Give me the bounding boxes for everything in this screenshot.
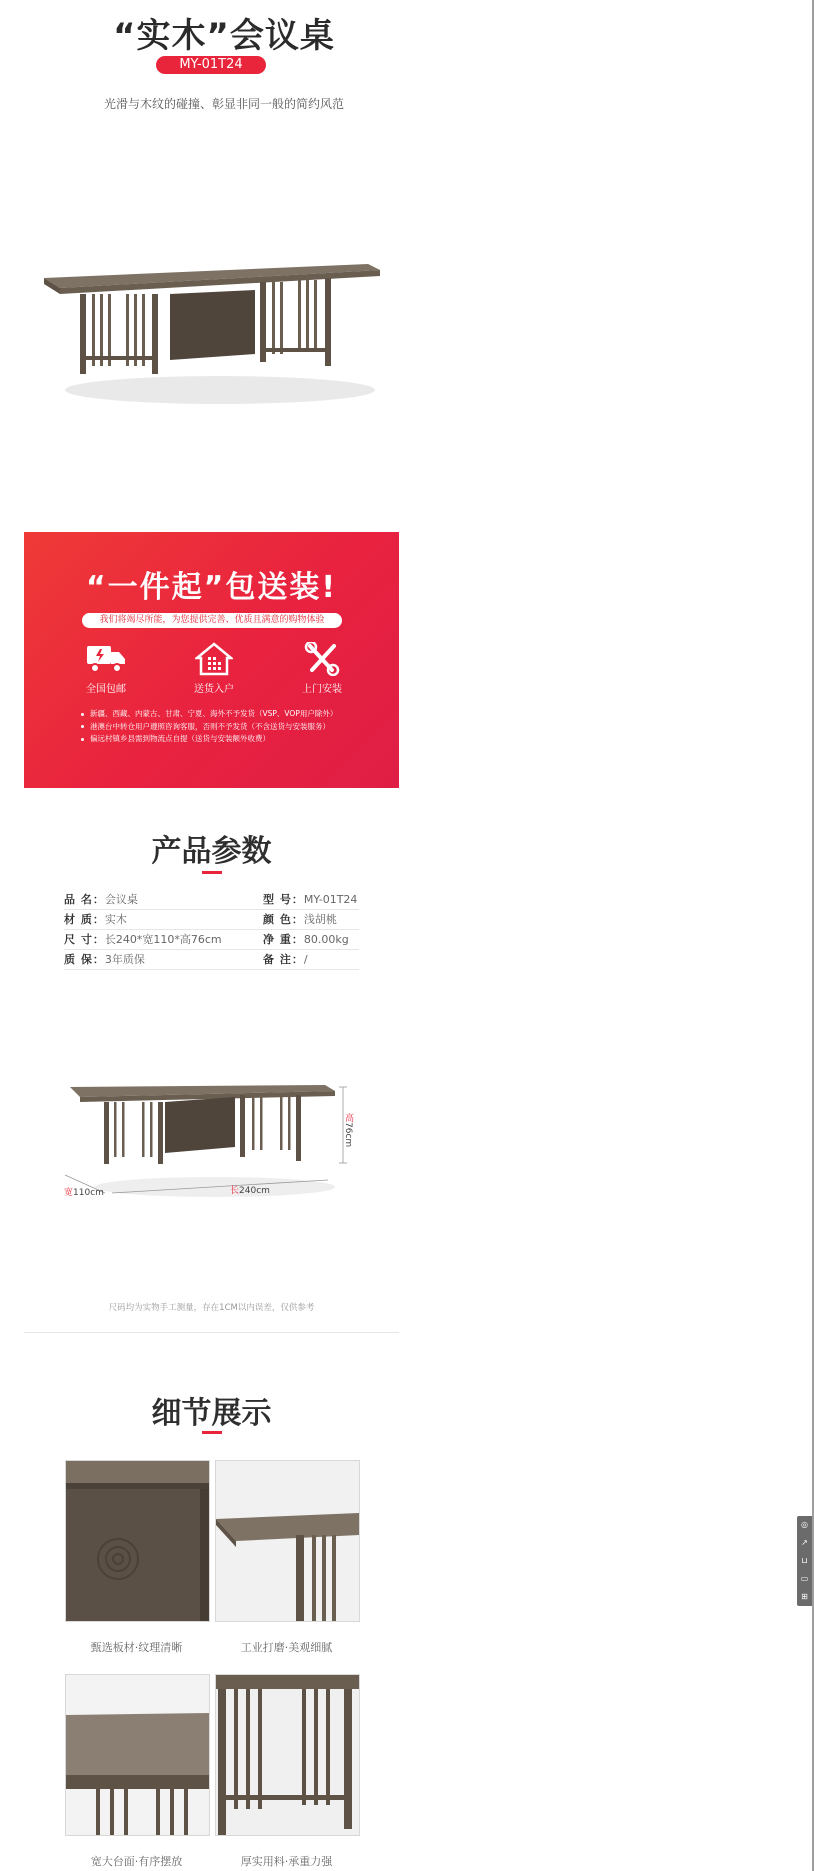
- measurement-note: 尺码均为实物手工测量，存在1CM以内误差，仅供参考: [108, 1303, 315, 1313]
- detail-caption: 工业打磨·美观细腻: [240, 1641, 333, 1654]
- service-free-shipping: [66, 642, 146, 695]
- param-key: 颜 色：: [263, 913, 304, 926]
- length-prefix: 长: [230, 1186, 240, 1196]
- param-value: MY-01T24: [303, 893, 358, 906]
- detail-caption: 厚实用料·承重力强: [240, 1855, 333, 1868]
- dimension-drawing: [60, 1075, 370, 1205]
- model-badge: MY-01T24: [156, 56, 266, 74]
- params-title-underline: [202, 871, 222, 874]
- width-value: 110cm: [73, 1188, 104, 1198]
- section-divider: [24, 1332, 399, 1333]
- truck-icon: [85, 642, 127, 676]
- shipping-note: 新疆、西藏、内蒙古、甘肃、宁夏、海外不予发货（VSP、VOP用户除外）: [80, 708, 380, 721]
- promo-subtitle: 我们将竭尽所能，为您提供完善、优质且满意的购物体验: [82, 613, 342, 628]
- shipping-note: 偏远村镇乡县需到物流点自提（送货与安装额外收费）: [80, 733, 380, 746]
- side-toolbar: [797, 1516, 812, 1606]
- param-value: 3年质保: [104, 953, 145, 966]
- detail-image-panel: [65, 1460, 210, 1622]
- tools-icon: [304, 642, 340, 676]
- detail-image-top: [65, 1674, 210, 1836]
- params-title: 产品参数: [151, 834, 272, 869]
- details-title-underline: [202, 1431, 222, 1434]
- coupon-icon[interactable]: ▭: [800, 1574, 809, 1583]
- params-row: [64, 890, 359, 910]
- house-icon: [195, 642, 233, 676]
- length-value: 240cm: [239, 1186, 270, 1196]
- param-key: 尺 寸：: [64, 933, 105, 946]
- shipping-notes: [80, 708, 380, 746]
- width-label: [64, 1185, 104, 1198]
- hero-table-image: [40, 250, 385, 410]
- product-tagline: 光滑与木纹的碰撞、彰显非同一般的简约风范: [103, 97, 344, 111]
- params-row: [64, 950, 359, 970]
- product-title: “实木”会议桌: [113, 16, 335, 56]
- cart-icon[interactable]: ⊔: [801, 1556, 808, 1565]
- service-label: 送货入户: [194, 684, 234, 695]
- detail-image-edge: [215, 1460, 360, 1622]
- param-value: 实木: [104, 913, 127, 926]
- params-row: [64, 910, 359, 930]
- param-value: 浅胡桃: [303, 913, 337, 926]
- param-key: 材 质：: [64, 913, 105, 926]
- param-value: 80.00kg: [303, 933, 349, 946]
- detail-image-legs: [215, 1674, 360, 1836]
- height-value: 76cm: [343, 1122, 353, 1148]
- param-value: /: [303, 953, 308, 966]
- share-icon[interactable]: ↗: [801, 1538, 808, 1547]
- shipping-note: 港澳台中转仓用户遵照咨询客服，否则不予发货（不含送货与安装服务）: [80, 721, 380, 734]
- length-label: [230, 1183, 270, 1196]
- promo-title: “一件起”包送装!: [85, 570, 338, 605]
- service-installation: [282, 642, 362, 695]
- height-prefix: 高: [343, 1113, 353, 1122]
- param-key: 净 重：: [263, 933, 304, 946]
- height-label: [342, 1113, 355, 1147]
- gift-icon[interactable]: ⊞: [801, 1592, 808, 1601]
- param-key: 备 注：: [263, 953, 304, 966]
- param-key: 质 保：: [64, 953, 105, 966]
- params-table: [64, 890, 359, 970]
- param-value: 长240*宽110*高76cm: [104, 933, 222, 946]
- details-title: 细节展示: [151, 1396, 272, 1431]
- param-key: 型 号：: [263, 893, 304, 906]
- width-prefix: 宽: [64, 1188, 74, 1198]
- service-label: 全国包邮: [86, 684, 126, 695]
- params-row: [64, 930, 359, 950]
- detail-caption: 甄选板材·纹理清晰: [90, 1641, 183, 1654]
- service-label: 上门安装: [302, 684, 342, 695]
- service-home-delivery: [174, 642, 254, 695]
- param-value: 会议桌: [104, 893, 138, 906]
- promo-banner: [24, 532, 399, 788]
- detail-caption: 宽大台面·有序摆放: [90, 1855, 183, 1868]
- chat-icon[interactable]: ◎: [801, 1520, 808, 1529]
- param-key: 品 名：: [64, 893, 105, 906]
